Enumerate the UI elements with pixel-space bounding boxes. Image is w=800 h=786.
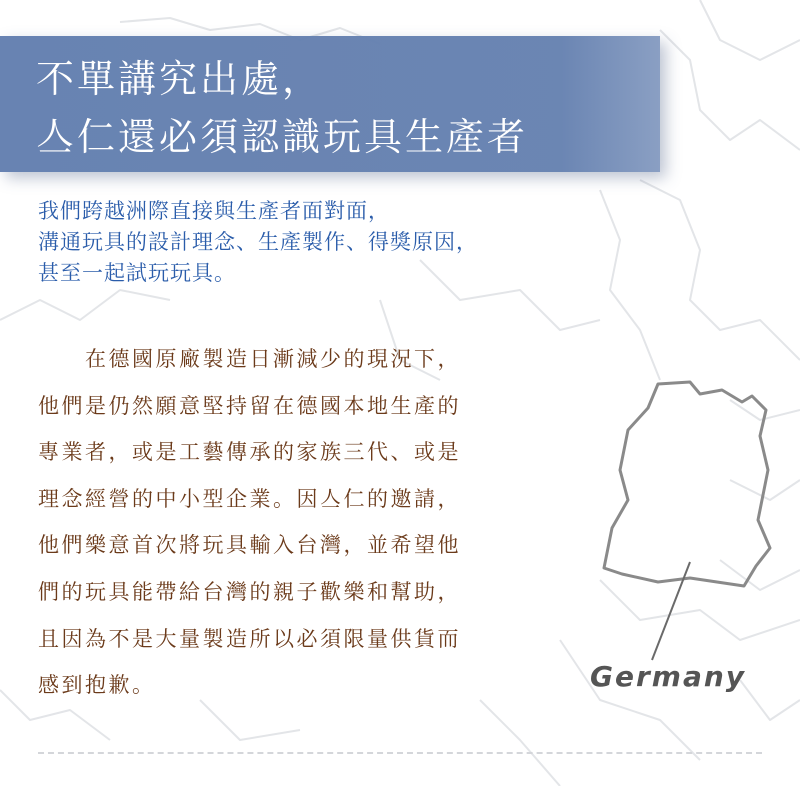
title-line-1: 不單講究出處， (36, 57, 324, 101)
map-border-line (700, 0, 800, 60)
intro-line: 溝通玩具的設計理念、生產製作、得獎原因， (38, 230, 478, 254)
body-line: 且因為不是大量製造所以必須限量供貨而 (38, 626, 461, 651)
title-banner (0, 36, 660, 172)
title-line-2: 亼仁還必須認識玩具生產者 (36, 115, 529, 159)
map-border-line (640, 180, 800, 360)
body-line: 他們是仍然願意堅持留在德國本地生產的 (38, 393, 461, 418)
dashed-divider (38, 752, 762, 754)
body-line: 們的玩具能帶給台灣的親子歡樂和幫助， (38, 579, 461, 604)
body-line: 理念經營的中小型企業。因亼仁的邀請， (38, 486, 461, 511)
map-border-line (0, 290, 170, 320)
body-line: 感到抱歉。 (38, 673, 156, 698)
map-border-line (600, 580, 800, 640)
body-line: 專業者，或是工藝傳承的家族三代、或是 (38, 440, 461, 465)
intro-line: 甚至一起試玩玩具。 (38, 261, 236, 285)
map-border-line (660, 30, 800, 150)
map-border-line (480, 700, 560, 786)
germany-outline (604, 382, 770, 586)
intro-line: 我們跨越洲際直接與生產者面對面， (38, 199, 390, 223)
intro-paragraph (38, 196, 638, 289)
body-line: 在德國原廠製造日漸減少的現況下， (38, 347, 461, 371)
label-pointer-line (652, 562, 690, 660)
germany-label: Germany (590, 660, 747, 693)
map-border-line (740, 680, 800, 720)
body-line: 他們樂意首次將玩具輸入台灣，並希望他 (38, 533, 461, 558)
body-paragraph (38, 336, 598, 709)
